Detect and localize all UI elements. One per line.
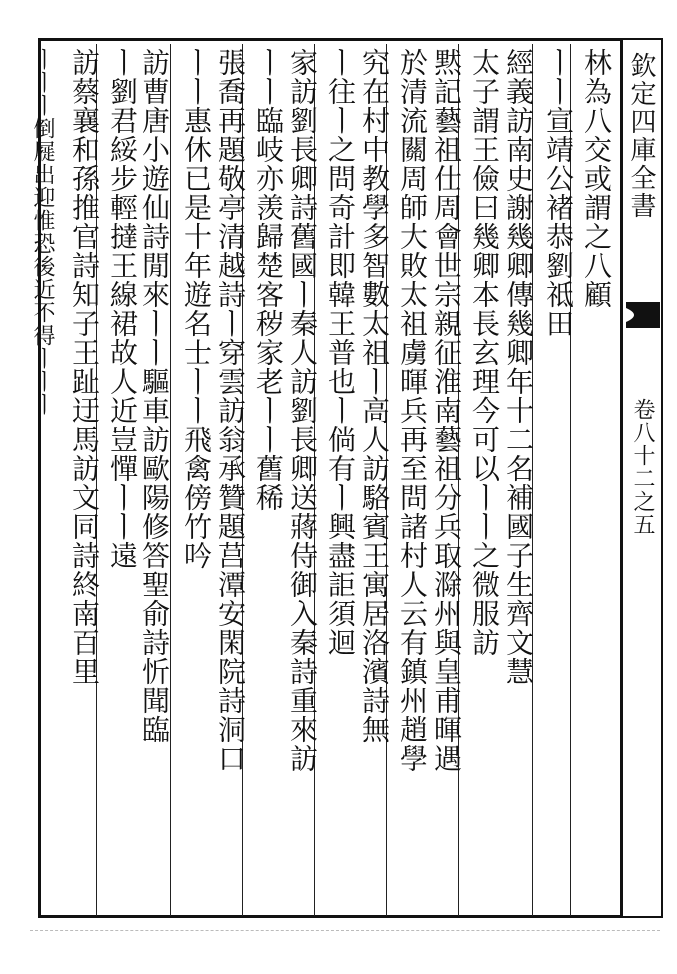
text-column-15: 訪蔡襄和孫推官詩知子王趾迂馬訪文同詩終南百里 bbox=[68, 48, 101, 686]
page-edge bbox=[30, 930, 660, 931]
text-column-13: 訪曹唐小遊仙詩閒來ㅣㅣ驅車訪歐陽修答聖俞詩忻聞臨 bbox=[138, 48, 171, 744]
text-column-6: 於清流關周師大敗太祖虜暉兵再至問諸村人云有鎮州趙學 bbox=[396, 48, 429, 773]
text-column-2: ㅣㅣ宣靖公褚恭劉祗田 bbox=[542, 48, 575, 338]
text-column-4: 太子謂王儉曰幾卿本長玄理今可以ㅣㅣ之微服訪 bbox=[468, 48, 501, 657]
text-column-3: 經義訪南史謝幾卿傳幾卿年十二名補國子生齊文慧 bbox=[502, 48, 535, 686]
text-column-5: 黙記藝祖仕周會世宗親征淮南藝祖分兵取滁州與皇甫暉遇 bbox=[430, 48, 463, 773]
text-column-11: 張喬再題敬亭清越詩ㅣ穿雲訪翁承贊題莒潭安閑院詩洞口 bbox=[214, 48, 247, 773]
text-column-12: ㅣㅣ惠休已是十年遊名士ㅣㅣ飛禽傍竹吟 bbox=[180, 48, 213, 570]
text-column-1: 林為八交或謂之八顧 bbox=[580, 48, 613, 309]
text-column-8: ㅣ往ㅣ之問奇計即韓王普也ㅣ倘有ㅣ興盡詎須迴 bbox=[324, 48, 357, 657]
text-column-7: 究在村中教學多智數太祖ㅣ高人訪駱賓王寓居洛濱詩無 bbox=[358, 48, 391, 744]
margin-juan-number: 卷八十二之五 bbox=[630, 398, 655, 536]
text-column-9: 家訪劉長卿詩舊國ㅣ秦人訪劉長卿送蔣侍御入秦詩重來訪 bbox=[286, 48, 319, 773]
text-column-16: ㅣㅣㅣ倒屣出迎惟恐後近不得ㅣㅣㅣ bbox=[30, 48, 55, 416]
text-column-14: ㅣ劉君綏步輕撻王線裙故人近豈憚ㅣㅣ遠 bbox=[106, 48, 139, 570]
text-column-10: ㅣㅣ臨岐亦羡歸楚客秽家老ㅣㅣ舊稀 bbox=[252, 48, 285, 512]
fish-tail-mark-icon bbox=[624, 300, 662, 330]
margin-book-title: 欽定四庫全書 bbox=[626, 52, 656, 220]
